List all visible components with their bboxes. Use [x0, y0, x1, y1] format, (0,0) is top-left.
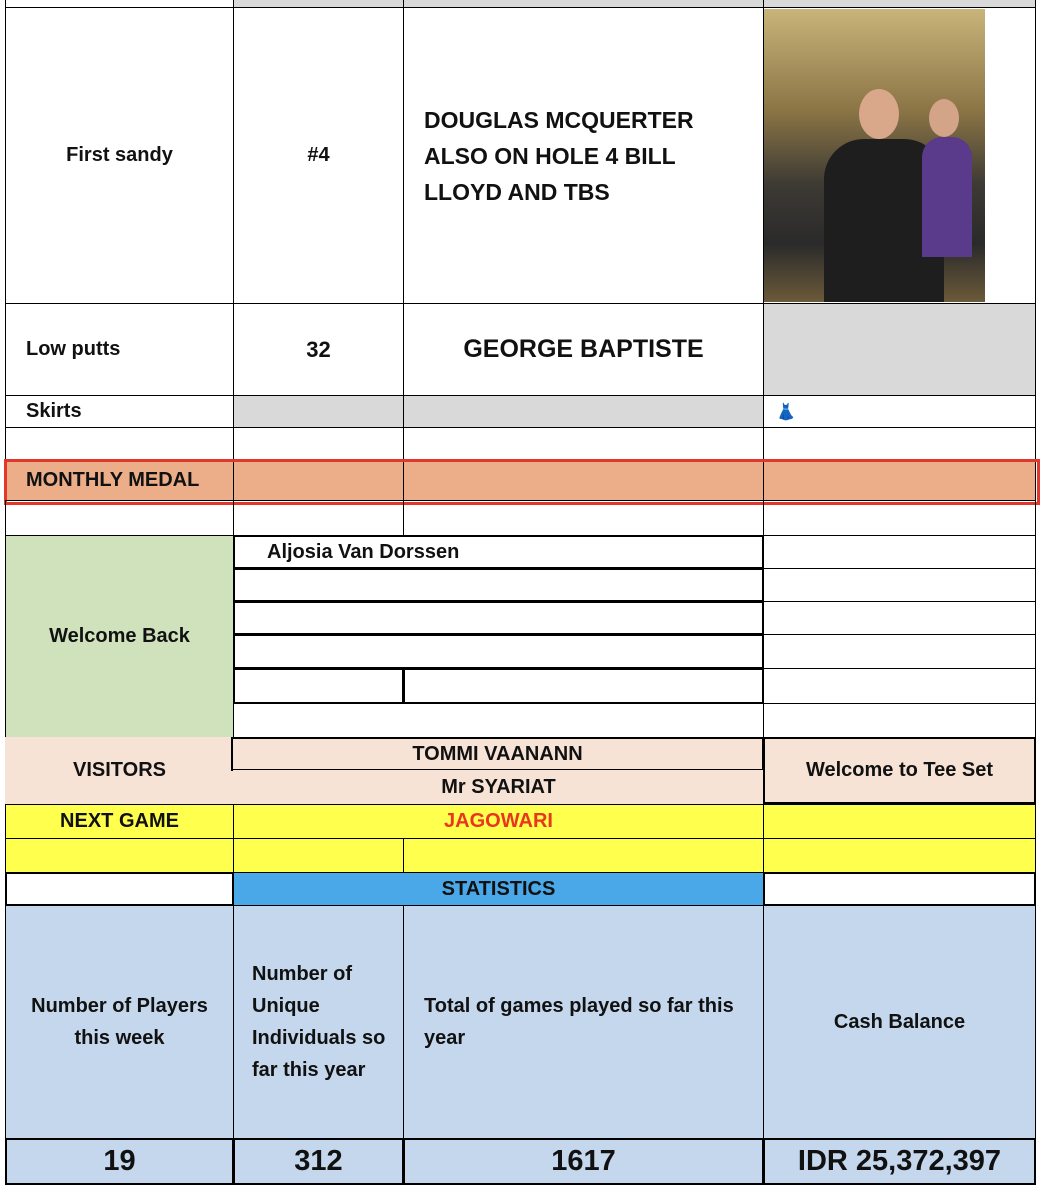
- cell[interactable]: [763, 303, 1036, 396]
- cell[interactable]: [5, 838, 234, 873]
- cell[interactable]: [5, 872, 234, 906]
- cell[interactable]: [233, 500, 404, 536]
- cell[interactable]: [233, 395, 404, 428]
- cell[interactable]: [233, 601, 764, 635]
- visitor-name[interactable]: TOMMI VAANANN: [231, 737, 764, 771]
- cell[interactable]: [233, 634, 764, 669]
- cell[interactable]: [233, 568, 764, 602]
- stat-header-unique[interactable]: Number of Unique Individuals so far this year: [233, 905, 404, 1139]
- visitors-note[interactable]: Welcome to Tee Set: [763, 737, 1036, 804]
- cell[interactable]: [763, 668, 1036, 704]
- cell[interactable]: [5, 427, 234, 461]
- stat-value-games[interactable]: 1617: [403, 1138, 764, 1185]
- cell[interactable]: [403, 395, 764, 428]
- cell[interactable]: [763, 703, 1036, 738]
- next-game-label[interactable]: NEXT GAME: [5, 804, 234, 839]
- award-label[interactable]: First sandy: [5, 7, 234, 304]
- stat-value-unique[interactable]: 312: [233, 1138, 404, 1185]
- cell[interactable]: [233, 838, 404, 873]
- award-value[interactable]: 32: [233, 303, 404, 396]
- selection-highlight: [4, 459, 1040, 505]
- cell[interactable]: [763, 395, 1036, 428]
- cell[interactable]: [763, 804, 1036, 839]
- cell[interactable]: [763, 500, 1036, 536]
- monthly-medal-label[interactable]: MONTHLY MEDAL: [5, 460, 234, 501]
- stat-value-cash[interactable]: IDR 25,372,397: [763, 1138, 1036, 1185]
- welcome-back-label[interactable]: Welcome Back: [5, 535, 234, 738]
- stat-header-games[interactable]: Total of games played so far this year: [403, 905, 764, 1139]
- cell[interactable]: [763, 535, 1036, 569]
- award-winner[interactable]: GEORGE BAPTISTE: [403, 303, 764, 396]
- award-label[interactable]: Low putts: [5, 303, 234, 396]
- stat-header-players[interactable]: Number of Players this week: [5, 905, 234, 1139]
- cell[interactable]: [763, 427, 1036, 461]
- winner-photo: [764, 9, 985, 302]
- next-game-venue[interactable]: JAGOWARI: [233, 804, 764, 839]
- award-value[interactable]: #4: [233, 7, 404, 304]
- welcome-back-name[interactable]: Aljosia Van Dorssen: [233, 535, 764, 569]
- cell[interactable]: [763, 634, 1036, 669]
- stat-value-players[interactable]: 19: [5, 1138, 234, 1185]
- award-label[interactable]: Skirts: [5, 395, 234, 428]
- photo-cell[interactable]: [763, 7, 1036, 304]
- cell[interactable]: [763, 872, 1036, 906]
- cell[interactable]: [763, 568, 1036, 602]
- cell[interactable]: [403, 427, 764, 461]
- cell[interactable]: [403, 668, 764, 704]
- cell[interactable]: [233, 668, 404, 704]
- stat-header-cash[interactable]: Cash Balance: [763, 905, 1036, 1139]
- statistics-title[interactable]: STATISTICS: [233, 872, 764, 906]
- visitor-name[interactable]: Mr SYARIAT: [233, 770, 764, 804]
- cell[interactable]: [5, 500, 234, 536]
- cell[interactable]: [763, 601, 1036, 635]
- cell[interactable]: [403, 838, 764, 873]
- visitors-label[interactable]: VISITORS: [5, 737, 234, 804]
- cell[interactable]: [763, 838, 1036, 873]
- cell[interactable]: [233, 427, 404, 461]
- award-winner[interactable]: DOUGLAS MCQUERTER ALSO ON HOLE 4 BILL LLOYD AND TBS: [403, 7, 764, 304]
- cell[interactable]: [233, 703, 764, 738]
- dress-icon: 👗: [776, 403, 796, 421]
- cell[interactable]: [403, 500, 764, 536]
